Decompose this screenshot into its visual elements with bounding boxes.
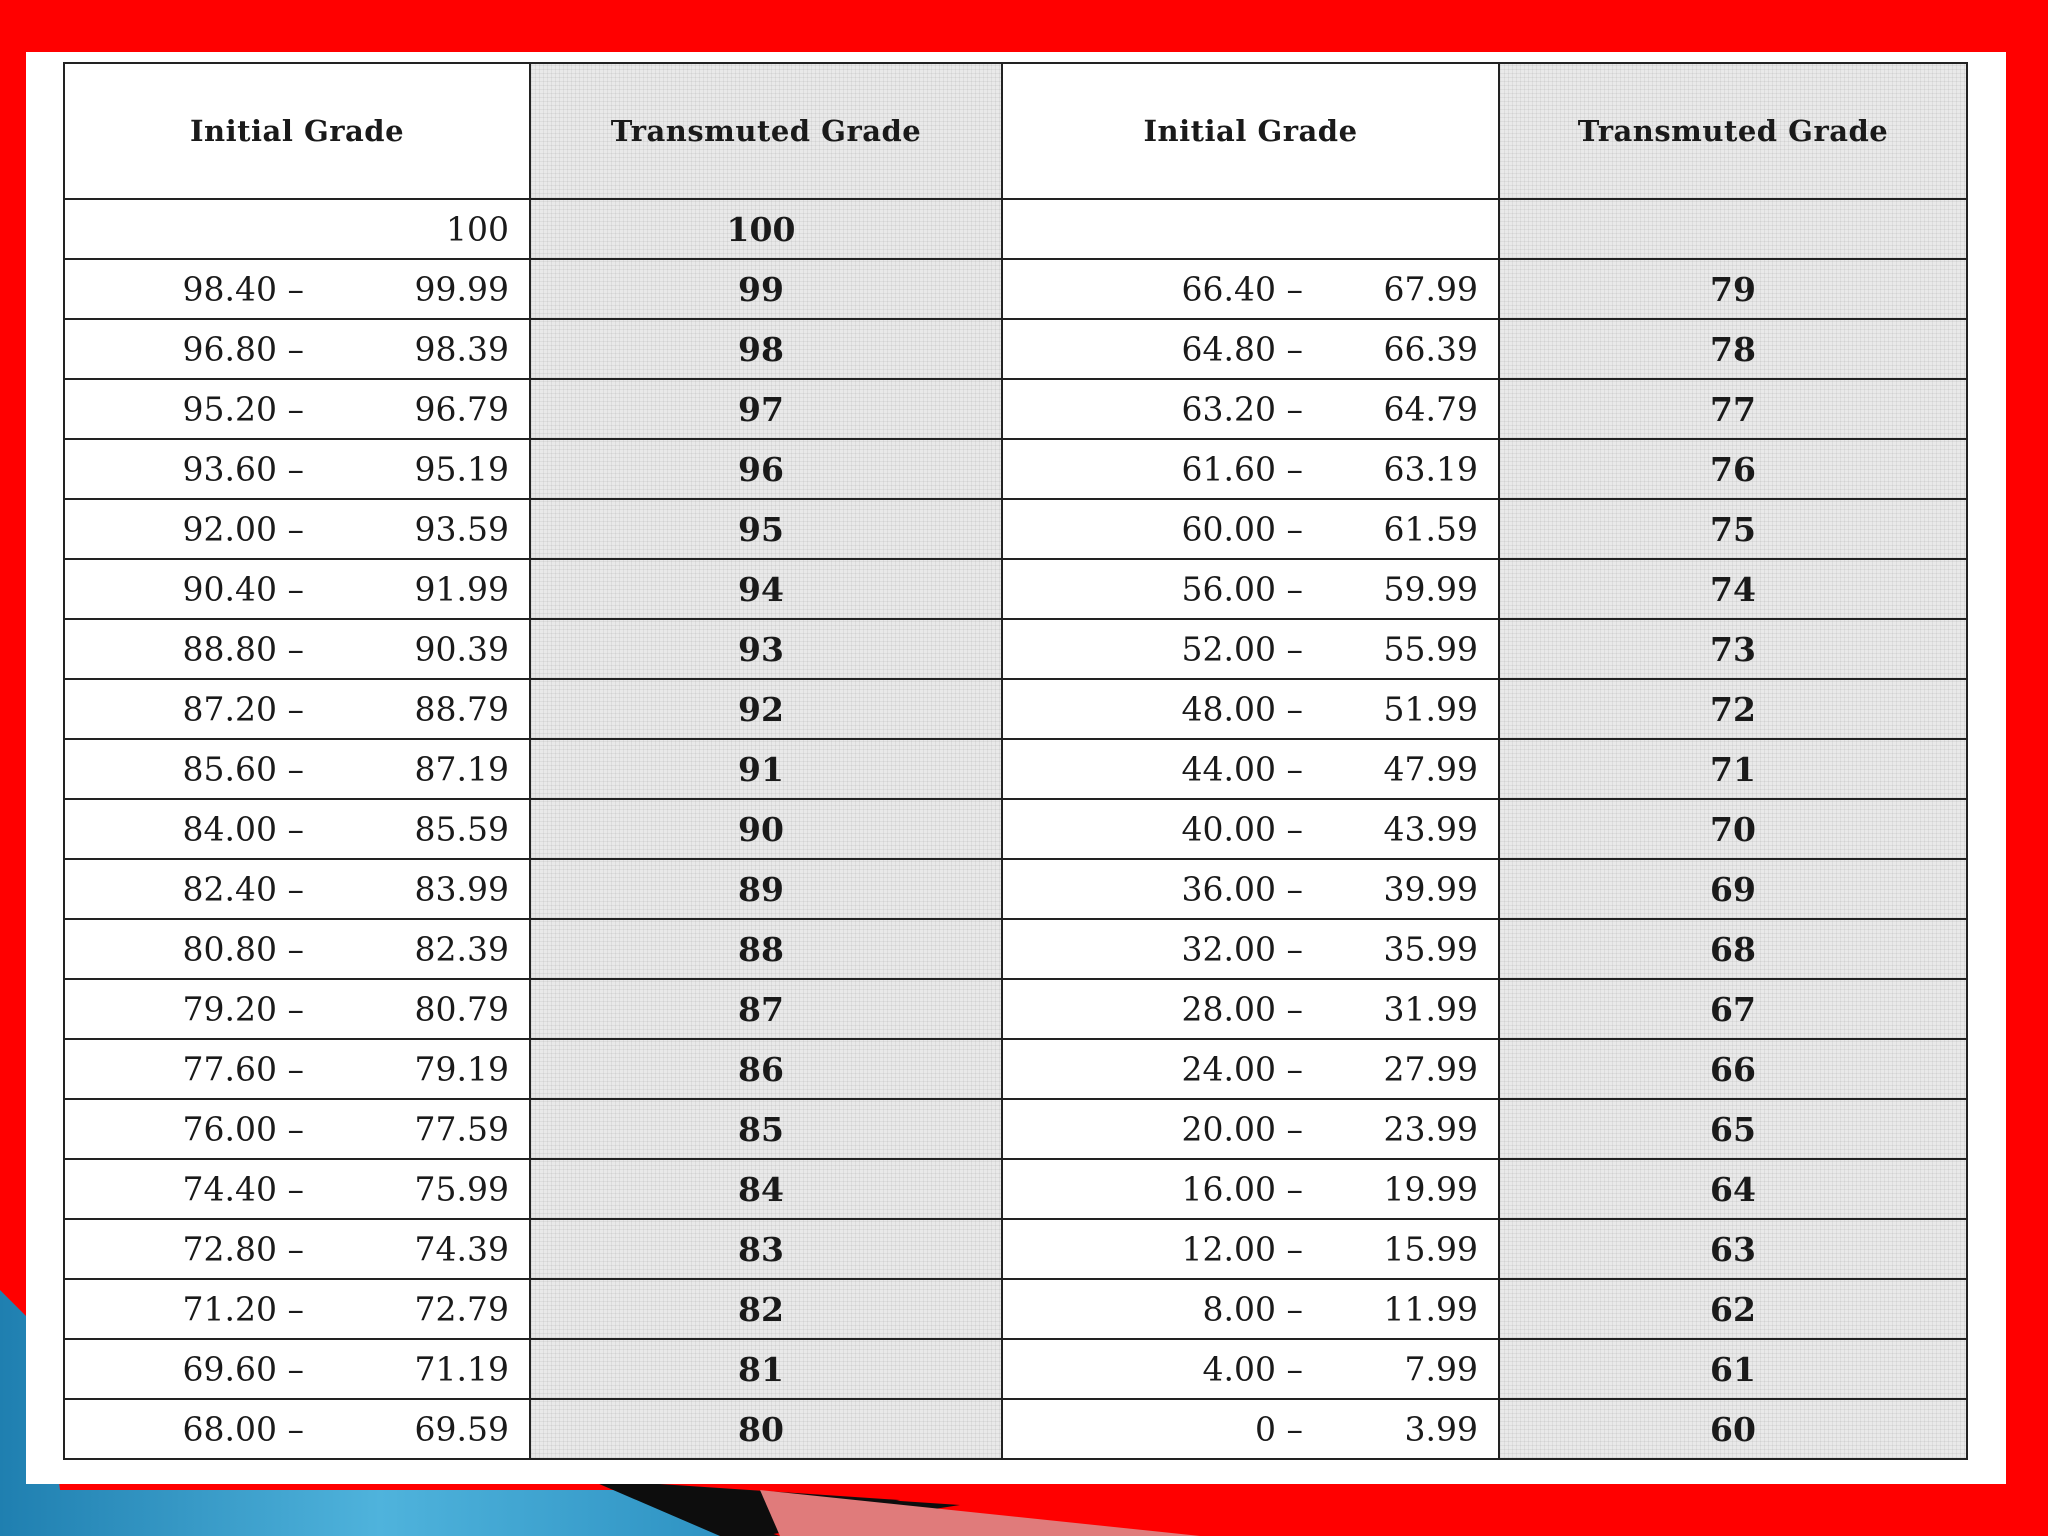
initial-grade-left-low: 74.40 – — [182, 1169, 304, 1209]
table-row — [64, 1099, 1967, 1159]
initial-grade-left-low: 98.40 – — [182, 269, 304, 309]
initial-grade-left-cell — [64, 1099, 530, 1159]
transmuted-grade-left-cell: 81 — [530, 1339, 1002, 1399]
initial-grade-left-high: 100 — [446, 209, 509, 249]
transmuted-grade-left-cell: 100 — [530, 199, 1002, 259]
initial-grade-right-high: 61.59 — [1383, 509, 1478, 549]
initial-grade-left-high: 99.99 — [414, 269, 509, 309]
initial-grade-left-high: 93.59 — [414, 509, 509, 549]
initial-grade-left-low: 85.60 – — [182, 749, 304, 789]
initial-grade-right-low: 44.00 – — [1181, 749, 1303, 789]
transmuted-grade-right-cell: 75 — [1499, 499, 1967, 559]
initial-grade-right-cell — [1002, 1099, 1499, 1159]
initial-grade-left-low: 76.00 – — [182, 1109, 304, 1149]
table-row — [64, 439, 1967, 499]
header-transmuted-grade-left: Transmuted Grade — [530, 63, 1002, 199]
table-row — [64, 619, 1967, 679]
table-row — [64, 1159, 1967, 1219]
transmuted-grade-left-cell: 88 — [530, 919, 1002, 979]
initial-grade-left-high: 79.19 — [414, 1049, 509, 1089]
initial-grade-left-high: 75.99 — [414, 1169, 509, 1209]
transmuted-grade-left-cell: 85 — [530, 1099, 1002, 1159]
transmuted-grade-left-cell: 84 — [530, 1159, 1002, 1219]
table-row — [64, 1399, 1967, 1459]
initial-grade-right-low: 12.00 – — [1181, 1229, 1303, 1269]
table-row — [64, 1339, 1967, 1399]
transmuted-grade-right-cell: 63 — [1499, 1219, 1967, 1279]
table-row — [64, 319, 1967, 379]
initial-grade-right-high: 66.39 — [1383, 329, 1478, 369]
transmuted-grade-right-cell — [1499, 199, 1967, 259]
transmuted-grade-right-cell: 70 — [1499, 799, 1967, 859]
initial-grade-right-low: 56.00 – — [1181, 569, 1303, 609]
initial-grade-right-high: 64.79 — [1383, 389, 1478, 429]
transmuted-grade-left-cell: 86 — [530, 1039, 1002, 1099]
table-row — [64, 799, 1967, 859]
initial-grade-right-cell — [1002, 1399, 1499, 1459]
initial-grade-right-high: 59.99 — [1383, 569, 1478, 609]
transmuted-grade-right-cell: 76 — [1499, 439, 1967, 499]
transmuted-grade-left-cell: 99 — [530, 259, 1002, 319]
initial-grade-left-high: 71.19 — [414, 1349, 509, 1389]
initial-grade-right-high: 47.99 — [1383, 749, 1478, 789]
initial-grade-right-low: 28.00 – — [1181, 989, 1303, 1029]
initial-grade-right-cell — [1002, 1219, 1499, 1279]
initial-grade-left-high: 83.99 — [414, 869, 509, 909]
transmuted-grade-right-cell: 69 — [1499, 859, 1967, 919]
transmuted-grade-right-cell: 74 — [1499, 559, 1967, 619]
initial-grade-left-high: 95.19 — [414, 449, 509, 489]
transmuted-grade-right-cell: 73 — [1499, 619, 1967, 679]
table-row — [64, 919, 1967, 979]
transmuted-grade-left-cell: 97 — [530, 379, 1002, 439]
initial-grade-left-cell — [64, 1399, 530, 1459]
initial-grade-left-low: 90.40 – — [182, 569, 304, 609]
transmuted-grade-right-cell: 77 — [1499, 379, 1967, 439]
initial-grade-left-cell — [64, 619, 530, 679]
table-row — [64, 259, 1967, 319]
initial-grade-left-high: 91.99 — [414, 569, 509, 609]
initial-grade-right-low: 0 – — [1255, 1409, 1303, 1449]
initial-grade-right-cell — [1002, 499, 1499, 559]
initial-grade-left-cell — [64, 499, 530, 559]
initial-grade-left-cell — [64, 1039, 530, 1099]
initial-grade-right-low: 24.00 – — [1181, 1049, 1303, 1089]
transmuted-grade-right-cell: 79 — [1499, 259, 1967, 319]
initial-grade-right-low: 8.00 – — [1202, 1289, 1303, 1329]
initial-grade-left-high: 96.79 — [414, 389, 509, 429]
transmuted-grade-left-cell: 80 — [530, 1399, 1002, 1459]
initial-grade-right-high: 67.99 — [1383, 269, 1478, 309]
initial-grade-left-cell — [64, 739, 530, 799]
initial-grade-left-cell — [64, 439, 530, 499]
initial-grade-right-low: 60.00 – — [1181, 509, 1303, 549]
initial-grade-right-low: 52.00 – — [1181, 629, 1303, 669]
initial-grade-left-cell — [64, 859, 530, 919]
initial-grade-left-high: 87.19 — [414, 749, 509, 789]
initial-grade-left-low: 71.20 – — [182, 1289, 304, 1329]
initial-grade-left-cell — [64, 799, 530, 859]
initial-grade-right-low: 48.00 – — [1181, 689, 1303, 729]
table-row — [64, 859, 1967, 919]
table-row — [64, 199, 1967, 259]
initial-grade-right-low: 63.20 – — [1181, 389, 1303, 429]
initial-grade-right-low: 20.00 – — [1181, 1109, 1303, 1149]
initial-grade-right-cell — [1002, 439, 1499, 499]
initial-grade-left-cell — [64, 919, 530, 979]
initial-grade-left-low: 92.00 – — [182, 509, 304, 549]
transmuted-grade-right-cell: 68 — [1499, 919, 1967, 979]
initial-grade-right-high: 7.99 — [1404, 1349, 1478, 1389]
initial-grade-right-cell — [1002, 799, 1499, 859]
initial-grade-left-low: 80.80 – — [182, 929, 304, 969]
initial-grade-left-high: 98.39 — [414, 329, 509, 369]
initial-grade-right-cell — [1002, 199, 1499, 259]
transmuted-grade-left-cell: 95 — [530, 499, 1002, 559]
initial-grade-right-low: 61.60 – — [1181, 449, 1303, 489]
initial-grade-right-high: 15.99 — [1383, 1229, 1478, 1269]
transmuted-grade-left-cell: 82 — [530, 1279, 1002, 1339]
initial-grade-left-high: 88.79 — [414, 689, 509, 729]
initial-grade-left-low: 72.80 – — [182, 1229, 304, 1269]
initial-grade-right-low: 36.00 – — [1181, 869, 1303, 909]
initial-grade-left-low: 88.80 – — [182, 629, 304, 669]
initial-grade-left-high: 90.39 — [414, 629, 509, 669]
initial-grade-right-high: 23.99 — [1383, 1109, 1478, 1149]
initial-grade-right-high: 19.99 — [1383, 1169, 1478, 1209]
initial-grade-left-low: 84.00 – — [182, 809, 304, 849]
initial-grade-left-cell — [64, 379, 530, 439]
initial-grade-right-low: 16.00 – — [1181, 1169, 1303, 1209]
initial-grade-right-cell — [1002, 1159, 1499, 1219]
transmuted-grade-left-cell: 91 — [530, 739, 1002, 799]
header-initial-grade-right: Initial Grade — [1002, 63, 1499, 199]
initial-grade-left-cell — [64, 259, 530, 319]
initial-grade-left-high: 77.59 — [414, 1109, 509, 1149]
initial-grade-right-cell — [1002, 979, 1499, 1039]
transmuted-grade-left-cell: 89 — [530, 859, 1002, 919]
transmuted-grade-left-cell: 92 — [530, 679, 1002, 739]
initial-grade-right-cell — [1002, 1279, 1499, 1339]
initial-grade-right-cell — [1002, 379, 1499, 439]
transmuted-grade-left-cell: 94 — [530, 559, 1002, 619]
initial-grade-left-cell — [64, 559, 530, 619]
transmuted-grade-right-cell: 66 — [1499, 1039, 1967, 1099]
initial-grade-right-high: 51.99 — [1383, 689, 1478, 729]
initial-grade-left-high: 82.39 — [414, 929, 509, 969]
initial-grade-right-high: 11.99 — [1383, 1289, 1478, 1329]
transmuted-grade-left-cell: 96 — [530, 439, 1002, 499]
initial-grade-right-cell — [1002, 319, 1499, 379]
table-body — [64, 199, 1967, 1459]
transmuted-grade-right-cell: 62 — [1499, 1279, 1967, 1339]
transmuted-grade-right-cell: 65 — [1499, 1099, 1967, 1159]
initial-grade-right-low: 64.80 – — [1181, 329, 1303, 369]
initial-grade-left-cell — [64, 679, 530, 739]
initial-grade-left-low: 87.20 – — [182, 689, 304, 729]
initial-grade-right-high: 63.19 — [1383, 449, 1478, 489]
transmuted-grade-left-cell: 87 — [530, 979, 1002, 1039]
header-initial-grade-left: Initial Grade — [64, 63, 530, 199]
initial-grade-right-high: 55.99 — [1383, 629, 1478, 669]
transmuted-grade-left-cell: 90 — [530, 799, 1002, 859]
initial-grade-right-cell — [1002, 259, 1499, 319]
initial-grade-left-low: 93.60 – — [182, 449, 304, 489]
initial-grade-right-cell — [1002, 559, 1499, 619]
initial-grade-right-high: 27.99 — [1383, 1049, 1478, 1089]
initial-grade-left-low: 95.20 – — [182, 389, 304, 429]
table-row — [64, 1219, 1967, 1279]
initial-grade-right-low: 40.00 – — [1181, 809, 1303, 849]
initial-grade-right-high: 43.99 — [1383, 809, 1478, 849]
initial-grade-right-high: 39.99 — [1383, 869, 1478, 909]
table-row — [64, 499, 1967, 559]
initial-grade-right-cell — [1002, 1339, 1499, 1399]
initial-grade-left-cell — [64, 199, 530, 259]
initial-grade-right-cell — [1002, 1039, 1499, 1099]
initial-grade-left-high: 74.39 — [414, 1229, 509, 1269]
initial-grade-right-low: 4.00 – — [1202, 1349, 1303, 1389]
initial-grade-left-high: 80.79 — [414, 989, 509, 1029]
initial-grade-right-cell — [1002, 679, 1499, 739]
table-row — [64, 679, 1967, 739]
table-row — [64, 979, 1967, 1039]
table-header-row — [64, 63, 1967, 199]
table-row — [64, 379, 1967, 439]
table-row — [64, 1279, 1967, 1339]
transmutation-table — [63, 62, 1968, 1460]
initial-grade-right-high: 35.99 — [1383, 929, 1478, 969]
transmuted-grade-right-cell: 78 — [1499, 319, 1967, 379]
table-row — [64, 559, 1967, 619]
transmuted-grade-right-cell: 67 — [1499, 979, 1967, 1039]
transmuted-grade-right-cell: 60 — [1499, 1399, 1967, 1459]
initial-grade-left-low: 82.40 – — [182, 869, 304, 909]
transmuted-grade-left-cell: 83 — [530, 1219, 1002, 1279]
initial-grade-left-cell — [64, 319, 530, 379]
initial-grade-right-low: 32.00 – — [1181, 929, 1303, 969]
transmuted-grade-right-cell: 64 — [1499, 1159, 1967, 1219]
initial-grade-left-cell — [64, 1159, 530, 1219]
header-transmuted-grade-right: Transmuted Grade — [1499, 63, 1967, 199]
initial-grade-right-high: 3.99 — [1404, 1409, 1478, 1449]
initial-grade-left-low: 68.00 – — [182, 1409, 304, 1449]
transmuted-grade-right-cell: 61 — [1499, 1339, 1967, 1399]
initial-grade-right-cell — [1002, 919, 1499, 979]
initial-grade-left-low: 96.80 – — [182, 329, 304, 369]
transmuted-grade-left-cell: 93 — [530, 619, 1002, 679]
initial-grade-left-low: 77.60 – — [182, 1049, 304, 1089]
initial-grade-left-high: 72.79 — [414, 1289, 509, 1329]
initial-grade-right-low: 66.40 – — [1181, 269, 1303, 309]
initial-grade-left-cell — [64, 1339, 530, 1399]
initial-grade-right-high: 31.99 — [1383, 989, 1478, 1029]
table-row — [64, 739, 1967, 799]
initial-grade-left-high: 85.59 — [414, 809, 509, 849]
transmuted-grade-right-cell: 72 — [1499, 679, 1967, 739]
table-row — [64, 1039, 1967, 1099]
initial-grade-left-cell — [64, 1219, 530, 1279]
initial-grade-left-cell — [64, 1279, 530, 1339]
transmuted-grade-left-cell: 98 — [530, 319, 1002, 379]
initial-grade-right-cell — [1002, 859, 1499, 919]
initial-grade-left-low: 69.60 – — [182, 1349, 304, 1389]
initial-grade-right-cell — [1002, 739, 1499, 799]
initial-grade-left-high: 69.59 — [414, 1409, 509, 1449]
initial-grade-left-low: 79.20 – — [182, 989, 304, 1029]
transmuted-grade-right-cell: 71 — [1499, 739, 1967, 799]
initial-grade-right-cell — [1002, 619, 1499, 679]
initial-grade-left-cell — [64, 979, 530, 1039]
